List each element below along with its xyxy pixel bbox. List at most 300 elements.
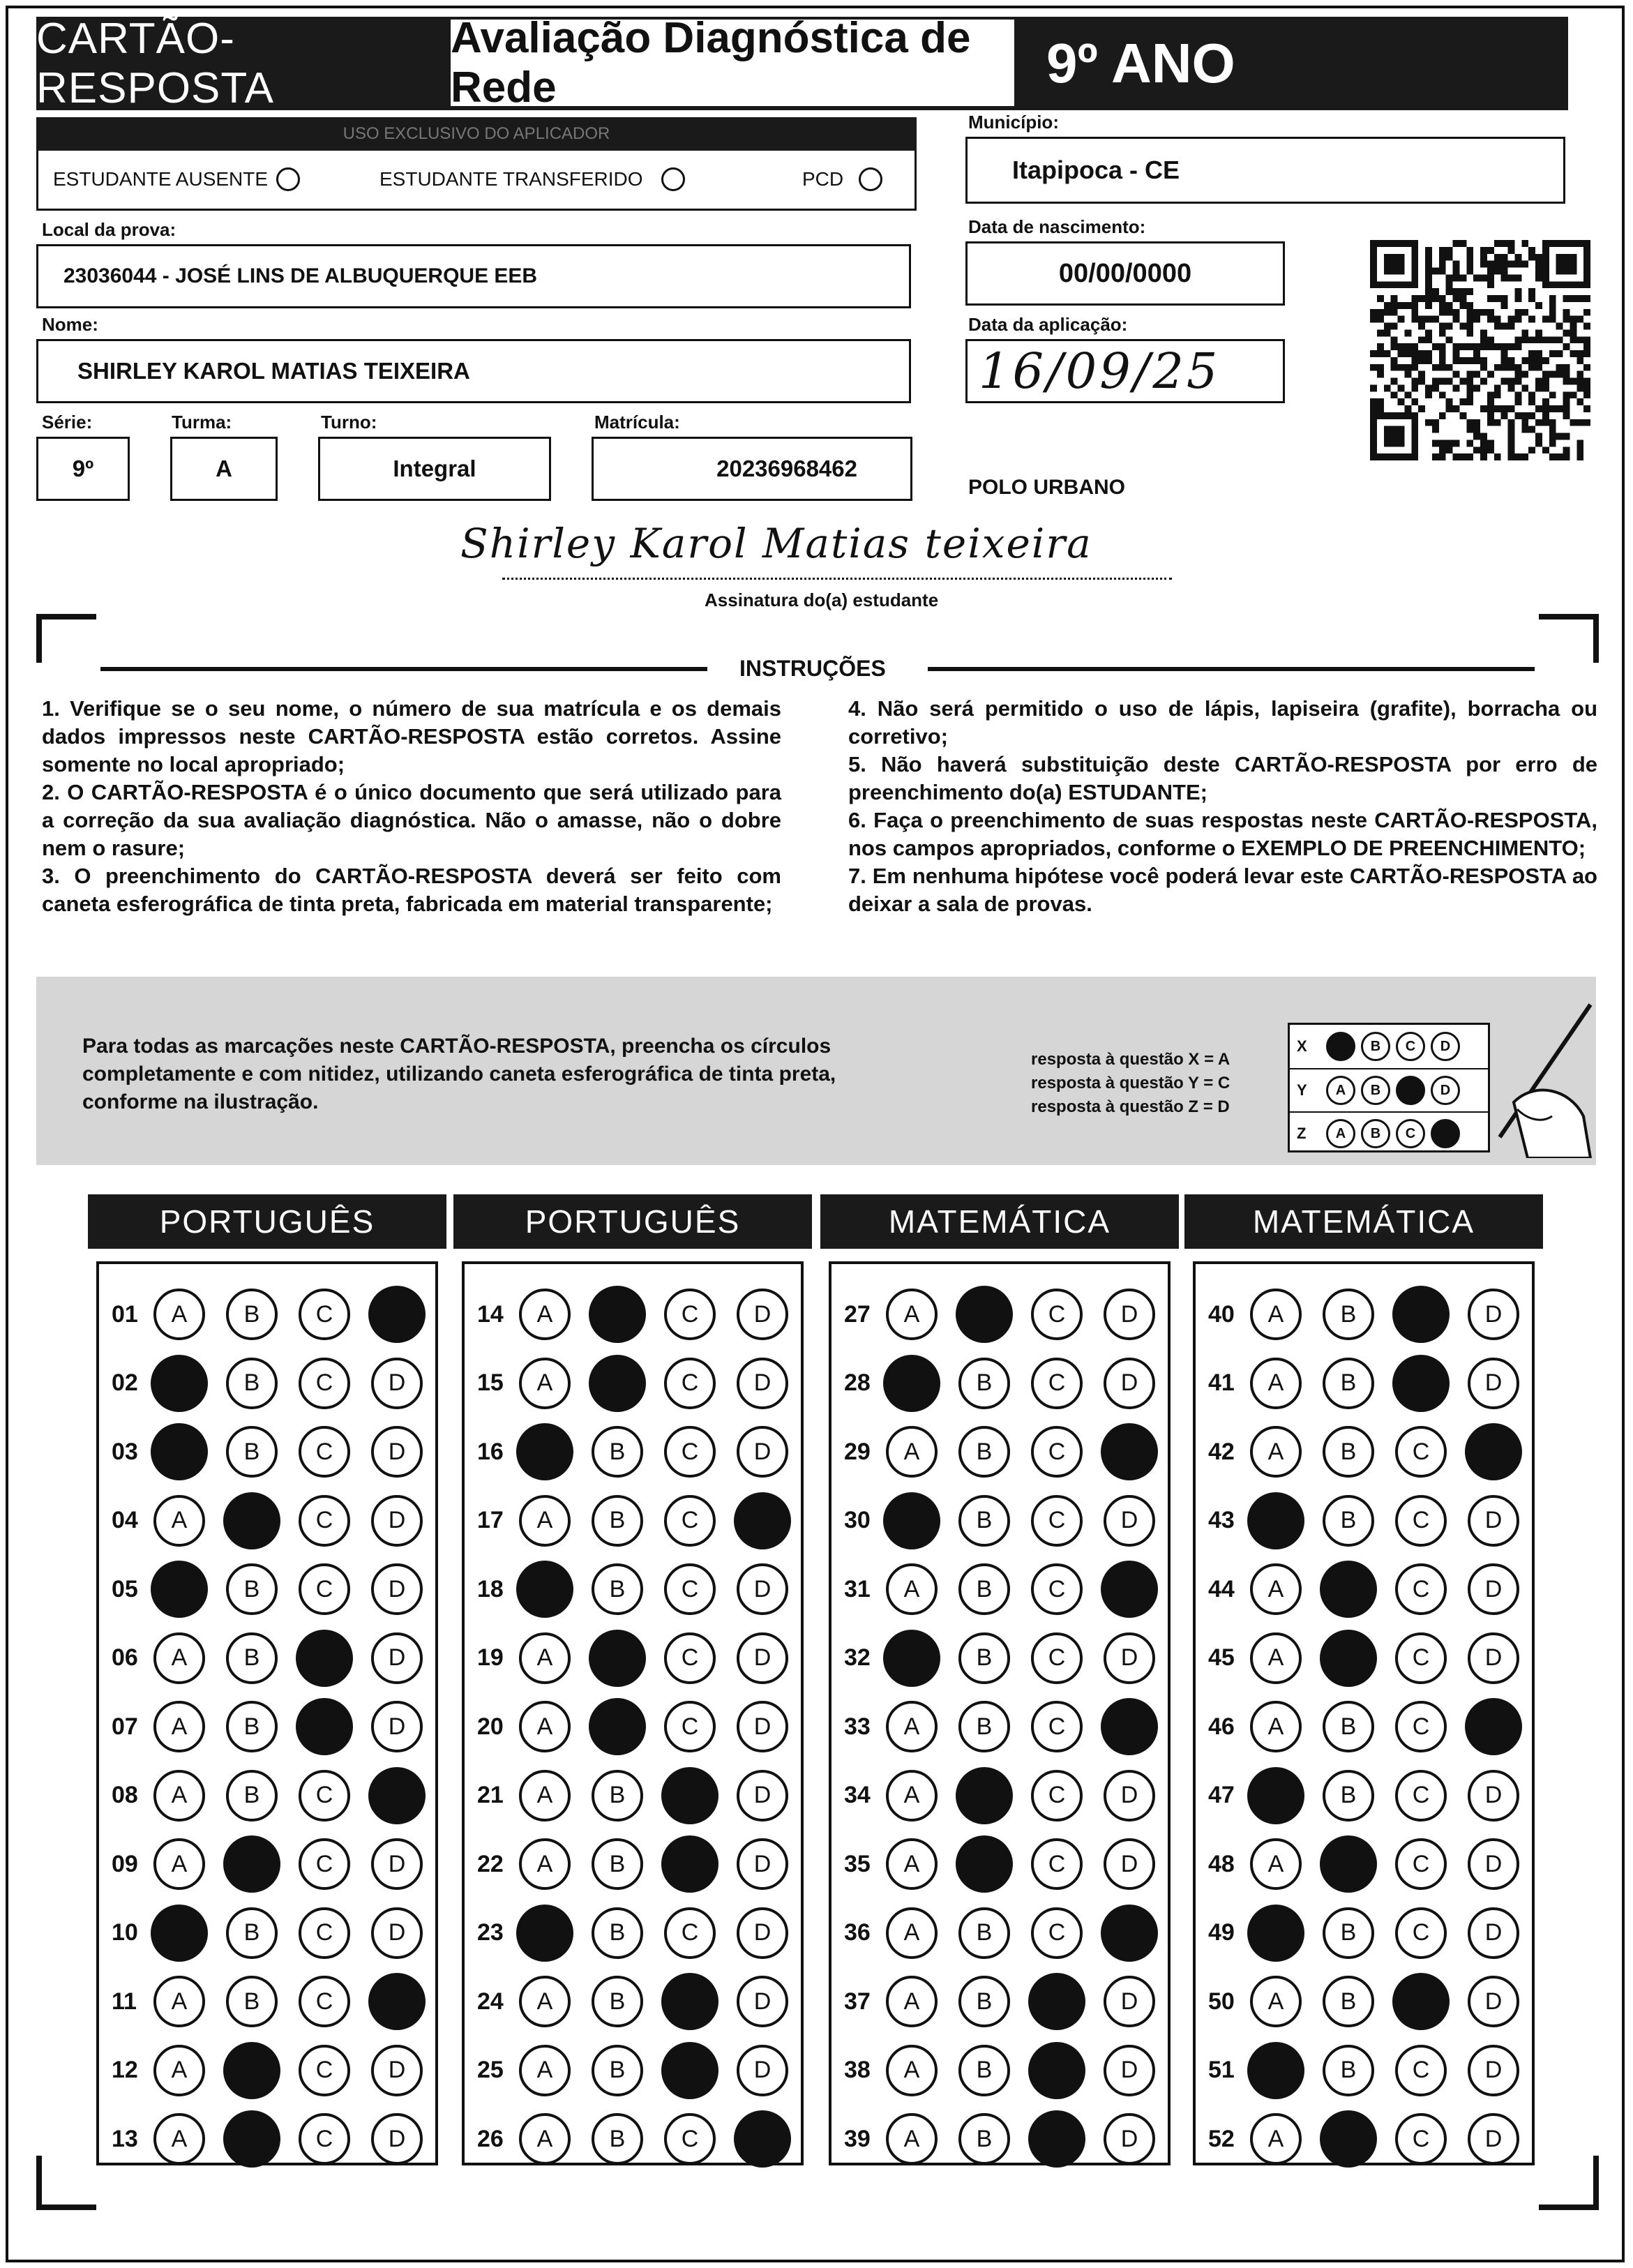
bubble-d[interactable]: D: [1104, 1495, 1155, 1547]
bubble-d[interactable]: D: [371, 1358, 423, 1409]
bubble-d[interactable]: D: [737, 1976, 788, 2027]
bubble-a[interactable]: A: [519, 1632, 571, 1684]
answer-row: [844, 1561, 1176, 1617]
bubble-a[interactable]: A: [153, 1289, 205, 1340]
answer-row: [112, 1630, 444, 1686]
question-number: 32: [844, 1644, 871, 1671]
answer-row: [112, 1286, 444, 1342]
bubble-c[interactable]: C: [1031, 1632, 1083, 1684]
example-bubble: [1396, 1076, 1425, 1105]
example-row: [1290, 1068, 1488, 1111]
bubble-a-filled[interactable]: A: [883, 1355, 940, 1412]
bubble-d[interactable]: D: [371, 1563, 423, 1615]
bubble-d-filled[interactable]: D: [1465, 1698, 1522, 1755]
nascimento-field: 00/00/0000: [965, 241, 1285, 306]
bubble-b-filled[interactable]: B: [956, 1286, 1013, 1343]
serie-field: 9º: [36, 437, 130, 501]
bubble-c[interactable]: C: [1395, 2113, 1447, 2165]
question-number: 04: [112, 1507, 138, 1533]
bubble-b[interactable]: B: [226, 1563, 278, 1615]
bubble-d[interactable]: D: [371, 2113, 423, 2165]
bubble-a[interactable]: A: [1250, 1289, 1302, 1340]
bubble-b[interactable]: B: [592, 1838, 643, 1890]
bubble-c[interactable]: C: [1395, 2045, 1447, 2096]
bubble-b[interactable]: B: [958, 1907, 1010, 1959]
bubble-d[interactable]: D: [1468, 1838, 1519, 1890]
bubble-a[interactable]: A: [886, 1426, 938, 1478]
bubble-a-filled[interactable]: A: [151, 1561, 208, 1618]
answer-row: [477, 1699, 809, 1755]
bubble-c[interactable]: C: [664, 1701, 716, 1752]
bubble-b[interactable]: B: [1323, 1358, 1374, 1409]
bubble-d[interactable]: D: [371, 1632, 423, 1684]
bubble-d[interactable]: D: [1104, 1358, 1155, 1409]
bubble-a[interactable]: A: [153, 1976, 205, 2027]
bubble-b[interactable]: B: [958, 1563, 1010, 1615]
bubble-b[interactable]: B: [226, 1289, 278, 1340]
bubble-b[interactable]: B: [1323, 1289, 1374, 1340]
bubble-d-filled[interactable]: D: [734, 2110, 791, 2168]
bubble-c[interactable]: C: [299, 1289, 350, 1340]
bubble-d-filled[interactable]: D: [1101, 1423, 1158, 1480]
answer-row: [112, 1493, 444, 1549]
instructions-title: INSTRUÇÕES: [739, 656, 886, 681]
bubble-c[interactable]: C: [1031, 1426, 1083, 1478]
bubble-a[interactable]: A: [886, 2045, 938, 2096]
bubble-a-filled[interactable]: A: [516, 1905, 573, 1962]
answer-column: [462, 1261, 804, 2165]
bubble-b-filled[interactable]: B: [956, 1767, 1013, 1824]
bubble-d[interactable]: D: [371, 1907, 423, 1959]
question-number: 46: [1208, 1713, 1235, 1740]
bubble-a[interactable]: A: [519, 1770, 571, 1822]
bubble-a-filled[interactable]: A: [1247, 2042, 1304, 2099]
question-number: 41: [1208, 1369, 1235, 1396]
bubble-b-filled[interactable]: B: [223, 2110, 280, 2168]
bubble-b[interactable]: B: [592, 2113, 643, 2165]
bubble-d[interactable]: D: [737, 1838, 788, 1890]
question-number: 36: [844, 1919, 871, 1946]
bubble-a[interactable]: A: [153, 1701, 205, 1752]
bubble-d[interactable]: D: [1468, 2113, 1519, 2165]
bubble-b[interactable]: B: [226, 1770, 278, 1822]
bubble-d[interactable]: D: [1468, 1907, 1519, 1959]
bubble-c-filled[interactable]: C: [661, 1973, 718, 2030]
bubble-c[interactable]: C: [299, 1358, 350, 1409]
bubble-b-filled[interactable]: B: [1320, 2110, 1377, 2168]
bubble-a[interactable]: A: [886, 1907, 938, 1959]
bubble-a[interactable]: A: [519, 1289, 571, 1340]
bubble-d[interactable]: D: [1468, 1632, 1519, 1684]
bubble-a[interactable]: A: [519, 2113, 571, 2165]
student-signature: Shirley Karol Matias teixeira: [460, 520, 1092, 567]
bubble-a[interactable]: A: [519, 1701, 571, 1752]
bubble-b[interactable]: B: [1323, 1701, 1374, 1752]
subject-header: PORTUGUÊS: [453, 1194, 812, 1249]
bubble-a-filled[interactable]: A: [883, 1630, 940, 1687]
bubble-d[interactable]: D: [737, 1770, 788, 1822]
bubble-c-filled[interactable]: C: [661, 1835, 718, 1893]
question-number: 18: [477, 1575, 504, 1602]
bubble-b-filled[interactable]: B: [223, 1835, 280, 1893]
bubble-b[interactable]: B: [226, 1701, 278, 1752]
subject-header: MATEMÁTICA: [1184, 1194, 1543, 1249]
bubble-b[interactable]: B: [958, 1632, 1010, 1684]
question-number: 23: [477, 1919, 504, 1946]
bubble-c[interactable]: C: [1395, 1632, 1447, 1684]
bubble-c[interactable]: C: [1395, 1838, 1447, 1890]
bubble-c[interactable]: C: [1031, 1770, 1083, 1822]
answer-row: [844, 1630, 1176, 1686]
question-number: 33: [844, 1713, 871, 1740]
bubble-b-filled[interactable]: B: [223, 2042, 280, 2099]
question-number: 40: [1208, 1300, 1235, 1328]
answer-row: [477, 1768, 809, 1824]
question-number: 05: [112, 1575, 138, 1602]
bubble-c[interactable]: C: [1031, 1289, 1083, 1340]
bubble-a[interactable]: A: [1250, 1976, 1302, 2027]
question-number: 51: [1208, 2057, 1235, 2083]
bubble-d[interactable]: D: [371, 1426, 423, 1478]
bubble-d[interactable]: D: [371, 1495, 423, 1547]
bubble-b[interactable]: B: [1323, 1495, 1374, 1547]
bubble-b[interactable]: B: [1323, 2045, 1374, 2096]
question-number: 28: [844, 1369, 871, 1396]
bubble-b-filled[interactable]: B: [1320, 1835, 1377, 1893]
example-bubble: A: [1326, 1076, 1355, 1105]
answer-row: [1208, 1424, 1540, 1480]
bubble-b[interactable]: B: [958, 1976, 1010, 2027]
bubble-a[interactable]: A: [153, 1838, 205, 1890]
corner-top-right: [1539, 614, 1599, 663]
bubble-a[interactable]: A: [886, 1563, 938, 1615]
bubble-a[interactable]: A: [1250, 2113, 1302, 2165]
example-label-y: resposta à questão Y = C: [1031, 1074, 1231, 1092]
bubble-c[interactable]: C: [299, 2113, 350, 2165]
bubble-b[interactable]: B: [592, 1495, 643, 1547]
bubble-c[interactable]: C: [664, 2113, 716, 2165]
example-bubble: B: [1361, 1119, 1390, 1148]
bubble-a[interactable]: A: [519, 1976, 571, 2027]
bubble-b-filled[interactable]: B: [589, 1630, 646, 1687]
grade-title: 9º ANO: [1046, 32, 1235, 94]
bubble-d-filled[interactable]: D: [734, 1492, 791, 1549]
bubble-b[interactable]: B: [1323, 1976, 1374, 2027]
bubble-a[interactable]: A: [1250, 1838, 1302, 1890]
answer-row: [844, 1768, 1176, 1824]
bubble-c[interactable]: C: [299, 1495, 350, 1547]
bubble-b-filled[interactable]: B: [1320, 1630, 1377, 1687]
question-number: 25: [477, 2057, 504, 2083]
bubble-d[interactable]: D: [1468, 1770, 1519, 1822]
bubble-c[interactable]: C: [299, 2045, 350, 2096]
answer-row: [112, 1836, 444, 1892]
bubble-a-filled[interactable]: A: [151, 1355, 208, 1412]
bubble-c[interactable]: C: [1395, 1563, 1447, 1615]
bubble-c-filled[interactable]: C: [1392, 1355, 1450, 1412]
bubble-c[interactable]: C: [1031, 1838, 1083, 1890]
bubble-c[interactable]: C: [1395, 1907, 1447, 1959]
bubble-d[interactable]: D: [737, 1701, 788, 1752]
bubble-b[interactable]: B: [592, 1907, 643, 1959]
bubble-b[interactable]: B: [592, 2045, 643, 2096]
transferred-checkbox[interactable]: [661, 167, 685, 191]
question-number: 26: [477, 2125, 504, 2152]
fill-example-labels: [1031, 1048, 1230, 1119]
answer-row: [1208, 1768, 1540, 1824]
bubble-c[interactable]: C: [299, 1770, 350, 1822]
bubble-a-filled[interactable]: A: [516, 1561, 573, 1618]
answer-row: [1208, 2043, 1540, 2098]
question-number: 19: [477, 1644, 504, 1671]
bubble-b[interactable]: B: [958, 2113, 1010, 2165]
nome-label: Nome:: [42, 314, 98, 335]
bubble-c-filled[interactable]: C: [296, 1630, 353, 1687]
bubble-d[interactable]: D: [371, 2045, 423, 2096]
bubble-b[interactable]: B: [958, 2045, 1010, 2096]
bubble-b-filled[interactable]: B: [589, 1286, 646, 1343]
bubble-b[interactable]: B: [592, 1563, 643, 1615]
bubble-c[interactable]: C: [664, 1289, 716, 1340]
bubble-a[interactable]: A: [886, 1289, 938, 1340]
answer-row: [112, 1974, 444, 2029]
question-number: 10: [112, 1919, 138, 1946]
bubble-d[interactable]: D: [371, 1838, 423, 1890]
bubble-b[interactable]: B: [226, 1358, 278, 1409]
bubble-d[interactable]: D: [737, 2045, 788, 2096]
bubble-c-filled[interactable]: C: [296, 1698, 353, 1755]
bubble-d[interactable]: D: [1468, 1358, 1519, 1409]
bubble-d[interactable]: D: [1468, 1563, 1519, 1615]
bubble-d-filled[interactable]: D: [368, 1767, 426, 1824]
bubble-c-filled[interactable]: C: [661, 1767, 718, 1824]
question-number: 34: [844, 1782, 871, 1808]
bubble-b[interactable]: B: [1323, 1770, 1374, 1822]
bubble-d-filled[interactable]: D: [368, 1286, 426, 1343]
bubble-c[interactable]: C: [1031, 1907, 1083, 1959]
bubble-c[interactable]: C: [664, 1495, 716, 1547]
answer-row: [1208, 1699, 1540, 1755]
local-label: Local da prova:: [42, 219, 176, 240]
bubble-d[interactable]: D: [1104, 2113, 1155, 2165]
bubble-b[interactable]: B: [226, 1426, 278, 1478]
bubble-c[interactable]: C: [1395, 1770, 1447, 1822]
bubble-a[interactable]: A: [886, 1838, 938, 1890]
bubble-a[interactable]: A: [1250, 1358, 1302, 1409]
answer-row: [844, 1493, 1176, 1549]
question-number: 06: [112, 1644, 138, 1671]
bubble-d[interactable]: D: [371, 1701, 423, 1752]
bubble-d[interactable]: D: [737, 1907, 788, 1959]
bubble-c[interactable]: C: [299, 1426, 350, 1478]
bubble-b[interactable]: B: [226, 1976, 278, 2027]
bubble-c[interactable]: C: [664, 1907, 716, 1959]
bubble-a[interactable]: A: [519, 1358, 571, 1409]
bubble-a[interactable]: A: [886, 1976, 938, 2027]
bubble-c[interactable]: C: [1395, 1701, 1447, 1752]
bubble-b[interactable]: B: [592, 1770, 643, 1822]
bubble-b-filled[interactable]: B: [589, 1355, 646, 1412]
absent-checkbox[interactable]: [276, 167, 300, 191]
bubble-d[interactable]: D: [1468, 1976, 1519, 2027]
question-number: 43: [1208, 1507, 1235, 1533]
answer-row: [112, 1905, 444, 1961]
bubble-c[interactable]: C: [299, 1976, 350, 2027]
bubble-a[interactable]: A: [519, 1838, 571, 1890]
bubble-c[interactable]: C: [1031, 1563, 1083, 1615]
transferred-option[interactable]: [379, 167, 685, 191]
bubble-c-filled[interactable]: C: [1028, 2042, 1085, 2099]
bubble-d[interactable]: D: [1104, 1632, 1155, 1684]
bubble-d[interactable]: D: [1468, 2045, 1519, 2096]
instruction-2: 2. O CARTÃO-RESPOSTA é o único documento que será utilizado para a correção da sua avaliação diagnóstica. Não o amasse, não o dobre nem o rasure;: [42, 780, 781, 860]
bubble-b-filled[interactable]: B: [589, 1698, 646, 1755]
question-number: 12: [112, 2057, 138, 2083]
subject-header: MATEMÁTICA: [820, 1194, 1179, 1249]
bubble-b-filled[interactable]: B: [223, 1492, 280, 1549]
bubble-d[interactable]: D: [1104, 1289, 1155, 1340]
bubble-a-filled[interactable]: A: [1247, 1905, 1304, 1962]
bubble-b[interactable]: B: [226, 1907, 278, 1959]
bubble-d-filled[interactable]: D: [1101, 1561, 1158, 1618]
instructions-left: [42, 695, 781, 918]
bubble-a[interactable]: A: [153, 2045, 205, 2096]
example-question-label: Z: [1297, 1125, 1307, 1142]
question-number: 47: [1208, 1782, 1235, 1808]
answer-row: [477, 1424, 809, 1480]
bubble-c[interactable]: C: [1395, 1426, 1447, 1478]
bubble-d-filled[interactable]: D: [1101, 1905, 1158, 1962]
bubble-a[interactable]: A: [1250, 1426, 1302, 1478]
bubble-d[interactable]: D: [1468, 1495, 1519, 1547]
bubble-b[interactable]: B: [1323, 1907, 1374, 1959]
example-bubble: A: [1326, 1119, 1355, 1148]
bubble-a-filled[interactable]: A: [151, 1423, 208, 1480]
bubble-a-filled[interactable]: A: [151, 1905, 208, 1962]
municipio-label: Município:: [968, 112, 1059, 133]
bubble-c[interactable]: C: [1395, 1495, 1447, 1547]
bubble-d-filled[interactable]: D: [1101, 1698, 1158, 1755]
bubble-b[interactable]: B: [958, 1495, 1010, 1547]
bubble-a[interactable]: A: [886, 2113, 938, 2165]
bubble-c-filled[interactable]: C: [1028, 1973, 1085, 2030]
instruction-6: 6. Faça o preenchimento de suas respostas neste CARTÃO-RESPOSTA, nos campos apropriados, conforme o EXEMPLO DE PREENCHIMENTO;: [848, 808, 1597, 860]
bubble-a[interactable]: A: [153, 1495, 205, 1547]
bubble-c-filled[interactable]: C: [1028, 2110, 1085, 2168]
bubble-d-filled[interactable]: D: [368, 1973, 426, 2030]
bubble-a[interactable]: A: [1250, 1701, 1302, 1752]
answer-row: [1208, 1836, 1540, 1892]
bubble-b[interactable]: B: [226, 1632, 278, 1684]
bubble-d[interactable]: D: [737, 1426, 788, 1478]
bubble-d[interactable]: D: [737, 1563, 788, 1615]
question-number: 49: [1208, 1919, 1235, 1946]
bubble-b[interactable]: B: [592, 1426, 643, 1478]
bubble-b[interactable]: B: [592, 1976, 643, 2027]
bubble-b[interactable]: B: [958, 1701, 1010, 1752]
bubble-d[interactable]: D: [1104, 1770, 1155, 1822]
example-question-label: X: [1297, 1037, 1307, 1055]
bubble-a[interactable]: A: [153, 2113, 205, 2165]
qr-code-icon: [1369, 240, 1592, 460]
bubble-d[interactable]: D: [1104, 2045, 1155, 2096]
bubble-c[interactable]: C: [664, 1358, 716, 1409]
bubble-c[interactable]: C: [1031, 1358, 1083, 1409]
corner-top-left: [36, 614, 96, 663]
bubble-c[interactable]: C: [299, 1907, 350, 1959]
question-number: 37: [844, 1988, 871, 2015]
pcd-checkbox[interactable]: [859, 167, 882, 191]
answer-row: [477, 1561, 809, 1617]
bubble-d[interactable]: D: [1104, 1838, 1155, 1890]
fill-example-grid: [1288, 1023, 1490, 1152]
bubble-a[interactable]: A: [153, 1632, 205, 1684]
pcd-option[interactable]: [802, 167, 882, 191]
bubble-c[interactable]: C: [1031, 1495, 1083, 1547]
nome-field: SHIRLEY KAROL MATIAS TEIXEIRA: [36, 339, 911, 403]
answer-row: [112, 1355, 444, 1411]
bubble-c[interactable]: C: [664, 1426, 716, 1478]
bubble-c-filled[interactable]: C: [1392, 1286, 1450, 1343]
answer-row: [844, 2043, 1176, 2098]
bubble-b[interactable]: B: [958, 1426, 1010, 1478]
answer-row: [844, 1355, 1176, 1411]
instruction-5: 5. Não haverá substituição deste CARTÃO-RESPOSTA por erro de preenchimento do(a) ESTUDANTE;: [848, 752, 1597, 804]
answer-row: [477, 1836, 809, 1892]
answer-row: [1208, 1630, 1540, 1686]
bubble-c[interactable]: C: [1031, 1701, 1083, 1752]
bubble-a[interactable]: A: [886, 1701, 938, 1752]
bubble-a[interactable]: A: [1250, 1632, 1302, 1684]
bubble-a-filled[interactable]: A: [516, 1423, 573, 1480]
bubble-c[interactable]: C: [299, 1838, 350, 1890]
question-number: 45: [1208, 1644, 1235, 1671]
bubble-c-filled[interactable]: C: [661, 2042, 718, 2099]
bubble-b[interactable]: B: [958, 1358, 1010, 1409]
answer-row: [112, 1768, 444, 1824]
bubble-d[interactable]: D: [737, 1632, 788, 1684]
bubble-a-filled[interactable]: A: [883, 1492, 940, 1549]
bubble-b-filled[interactable]: B: [956, 1835, 1013, 1893]
bubble-b[interactable]: B: [1323, 1426, 1374, 1478]
matricula-field: 20236968462: [592, 437, 912, 501]
question-number: 13: [112, 2125, 138, 2152]
answer-row: [112, 1424, 444, 1480]
turno-label: Turno:: [321, 412, 377, 433]
bubble-d-filled[interactable]: D: [1465, 1423, 1522, 1480]
absent-option[interactable]: [53, 167, 300, 191]
bubble-b-filled[interactable]: B: [1320, 1561, 1377, 1618]
bubble-d[interactable]: D: [737, 1289, 788, 1340]
bubble-c[interactable]: C: [664, 1563, 716, 1615]
bubble-a[interactable]: A: [519, 1495, 571, 1547]
turno-field: Integral: [318, 437, 551, 501]
bubble-a-filled[interactable]: A: [1247, 1767, 1304, 1824]
bubble-c[interactable]: C: [299, 1563, 350, 1615]
bubble-d[interactable]: D: [737, 1358, 788, 1409]
bubble-c-filled[interactable]: C: [1392, 1973, 1450, 2030]
bubble-d[interactable]: D: [1468, 1289, 1519, 1340]
bubble-a[interactable]: A: [153, 1770, 205, 1822]
bubble-a[interactable]: A: [886, 1770, 938, 1822]
bubble-a[interactable]: A: [519, 2045, 571, 2096]
question-number: 08: [112, 1782, 138, 1808]
bubble-a-filled[interactable]: A: [1247, 1492, 1304, 1549]
bubble-c[interactable]: C: [664, 1632, 716, 1684]
answer-row: [844, 1974, 1176, 2029]
bubble-d[interactable]: D: [1104, 1976, 1155, 2027]
bubble-a[interactable]: A: [1250, 1563, 1302, 1615]
